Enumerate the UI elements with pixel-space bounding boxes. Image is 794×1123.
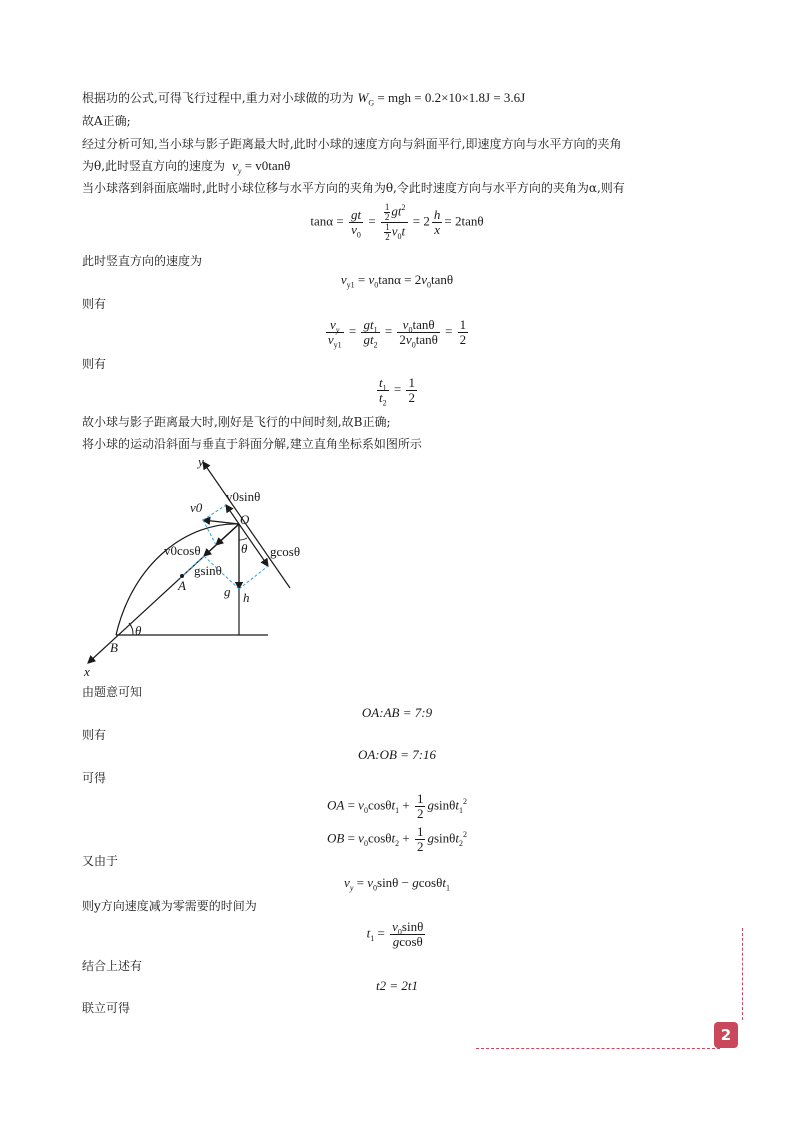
dashed-border-vertical — [742, 928, 743, 1020]
equation-t2: t2 = 2t1 — [376, 978, 418, 993]
text-line-11: 由题意可知 — [82, 685, 143, 699]
label-theta-bottom: θ — [135, 623, 142, 638]
slope-coordinate-figure — [78, 452, 310, 684]
v0-vector — [203, 520, 239, 524]
text-line-6: 此时竖直方向的速度为 — [82, 254, 203, 268]
equation-time-ratio: $\frac{t_1}{t_2}$ = $\frac{1}{2}$ — [379, 375, 415, 408]
label-g: g — [224, 584, 231, 599]
label-h: h — [243, 590, 250, 605]
text-line-8: 则有 — [82, 357, 107, 371]
page-number-badge: 2 — [714, 1022, 738, 1048]
text-line-17: 联立可得 — [82, 1001, 131, 1015]
v0sin-vector — [226, 505, 239, 524]
label-theta-top: θ — [241, 541, 248, 556]
text-line-7: 则有 — [82, 297, 107, 311]
label-x: x — [84, 664, 90, 679]
equation-vy-decomp: $v_y = v_0\sin\theta - gcos\theta t_1$ — [344, 875, 450, 893]
text-line-15: 则y方向速度减为零需要的时间为 — [82, 899, 257, 913]
text-line-2: 故A正确; — [82, 114, 131, 128]
equation-oa-ab: OA:AB = 7:9 — [361, 705, 433, 720]
label-y: y — [198, 454, 204, 469]
text-line-10: 将小球的运动沿斜面与垂直于斜面分解,建立直角坐标系如图所示 — [82, 437, 422, 451]
vy-formula: $v_y = v0\tan\theta$ — [232, 158, 291, 176]
label-gsin: gsinθ — [194, 563, 222, 578]
equation-ob: OB = $v_0\cos\theta t_2$ + $\frac{1}{2}$ gsinθt$_2^2$ — [326, 824, 468, 854]
text-line-14: 又由于 — [82, 854, 119, 868]
label-v0: v0 — [190, 500, 203, 515]
text-line-4: 为θ,此时竖直方向的速度为 $v_y = v0\tan\theta$ — [82, 158, 291, 176]
label-gcos: gcosθ — [270, 544, 301, 559]
equation-tan-alpha: tanα = $\frac{gt}{v_0}$ = $\frac{1}{2}$ $gt^2$ $\frac{1}{2}$ $v_0t$ = 2 $\frac{h}{x}$ = 2tanθ — [310, 202, 484, 242]
text-line-12: 则有 — [82, 728, 107, 742]
dashed-border-horizontal — [476, 1048, 720, 1049]
text-line-9: 故小球与影子距离最大时,刚好是飞行的中间时刻,故B正确; — [82, 415, 391, 429]
equation-t1: $t_1$ = $\frac{v_0\sin\theta}{gcos\theta}$ — [366, 919, 424, 949]
text-line-13: 可得 — [82, 771, 107, 785]
work-formula: $W_G$ = mgh = 0.2×10×1.8J = 3.6J — [357, 90, 526, 108]
label-a: A — [178, 578, 186, 593]
gsin-vector — [204, 524, 239, 556]
label-v0cos: v0cosθ — [164, 543, 201, 558]
equation-oa-ob: OA:OB = 7:16 — [357, 747, 437, 762]
label-o: O — [240, 512, 250, 527]
label-b: B — [110, 640, 118, 655]
angle-arc-top — [239, 538, 247, 540]
equation-oa: OA = $v_0\cos\theta t_1$ + $\frac{1}{2}$ gsinθt$_1^2$ — [326, 791, 468, 821]
text-line-16: 结合上述有 — [82, 959, 143, 973]
equation-velocity-ratio: $\frac{v_y}{v_{y1}}$ = $\frac{gt_1}{gt_2}$ = $\frac{v_0\tan\theta}{2v_0\tan\theta}$ = $\frac{1}{2}$ — [327, 317, 467, 350]
equation-vy1: $v_{y1} = v_0\tan\alpha = 2v_0\tan\theta$ — [340, 272, 454, 290]
label-v0sin: v0sinθ — [226, 489, 261, 504]
text-line-1: 根据功的公式,可得飞行过程中,重力对小球做的功为 $W_G$ = mgh = 0.2×10×1.8J = 3.6J — [82, 90, 526, 108]
text-line-5: 当小球落到斜面底端时,此时小球位移与水平方向的夹角为θ,令此时速度方向与水平方向的夹角为α,则有 — [82, 181, 625, 195]
text-line-3: 经过分析可知,当小球与影子距离最大时,此时小球的速度方向与斜面平行,即速度方向与水平方向的夹角 — [82, 137, 622, 151]
